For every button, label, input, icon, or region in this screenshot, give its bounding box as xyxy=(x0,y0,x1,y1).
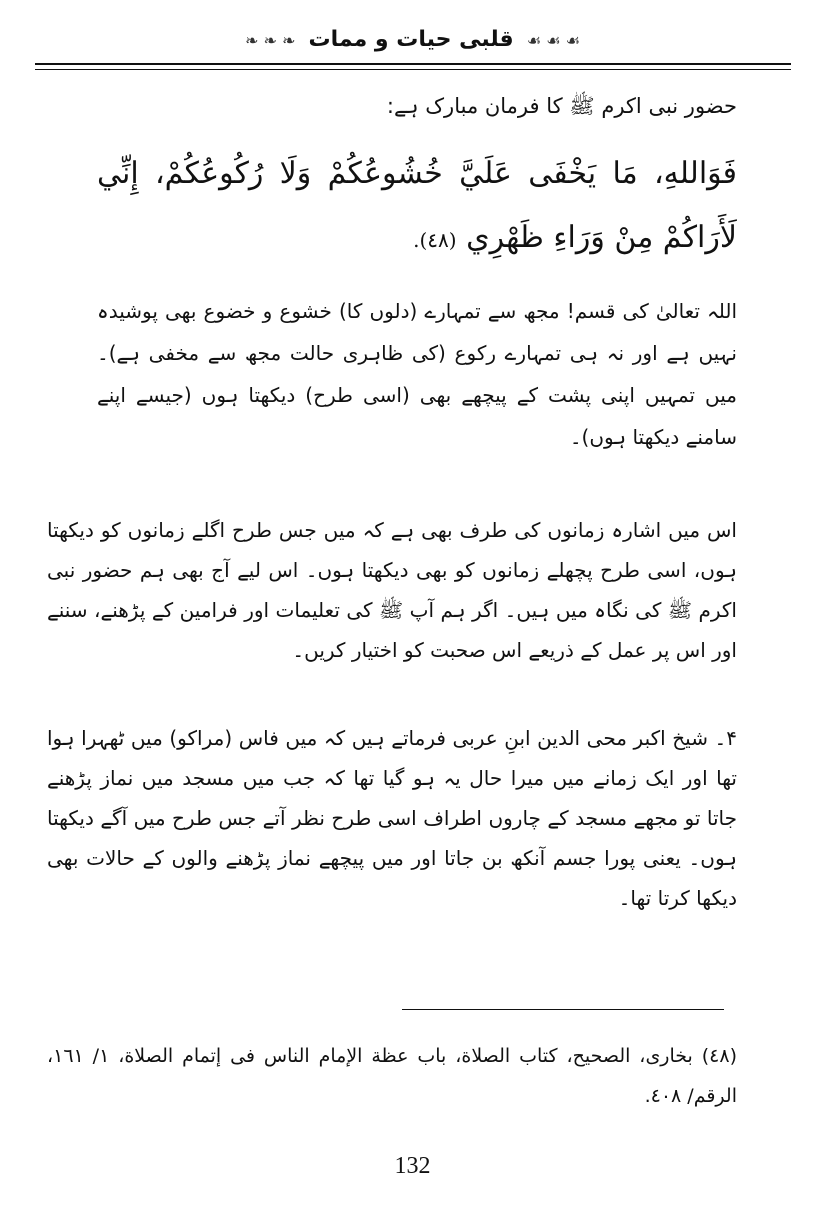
body-paragraph-1 xyxy=(47,510,737,670)
hadith-text: فَوَاللهِ، مَا يَخْفَى عَلَيَّ خُشُوعُكُمْ وَلَا رُكُوعُكُمْ، إِنِّي لَأَرَاكُمْ مِنْ وَرَاءِ ظَهْرِي xyxy=(97,156,737,255)
paragraph-2-text: شیخ اکبر محی الدین ابنِ عربی فرماتے ہیں کہ میں فاس (مراکو) میں ٹھہرا ہوا تھا اور ایک زمانے میں میرا حال یہ ہو گیا تھا کہ جب میں مسجد میں نماز پڑھنے جاتا تو مجھے مسجد کے چاروں اطراف اسی طرح نظر آتے جس طرح میں آگے دیکھتا ہوں۔ یعنی پورا جسم آنکھ بن جاتا اور میں پیچھے نماز پڑھنے والوں کے حالات بھی دیکھا کرتا تھا۔ xyxy=(47,726,737,910)
footnote xyxy=(47,1036,737,1116)
body-paragraph-2 xyxy=(47,718,737,918)
running-header xyxy=(0,22,825,59)
intro-text: حضور نبی اکرم ﷺ کا فرمان مبارک ہے: xyxy=(386,94,737,118)
header-title: قلبی حیات و ممات xyxy=(308,27,514,52)
hadith-arabic xyxy=(97,142,737,272)
header-rule-thin xyxy=(35,69,791,70)
intro-line xyxy=(97,88,737,124)
footnote-rule xyxy=(402,1009,724,1010)
paragraph-2-number: ۴۔ xyxy=(714,726,738,750)
page-number: 132 xyxy=(394,1153,431,1179)
paragraph-1-text: اس میں اشارہ زمانوں کی طرف بھی ہے کہ میں جس طرح اگلے زمانوں کو دیکھتا ہوں، اسی طرح پچھلے زمانوں کو بھی دیکھتا ہوں۔ اس لیے آج بھی ہم حضور نبی اکرم ﷺ کی نگاہ میں ہیں۔ اگر ہم آپ ﷺ کی تعلیمات اور فرامین کے پڑھنے، سننے اور اس پر عمل کے ذریعے اس صحبت کو اختیار کریں۔ xyxy=(47,518,737,662)
header-rule-thick xyxy=(35,63,791,65)
translation-text: اللہ تعالیٰ کی قسم! مجھ سے تمہارے (دلوں کا) خشوع و خضوع بھی پوشیدہ نہیں ہے اور نہ ہی تمہارے رکوع (کی ظاہری حالت مجھ سے مخفی ہے)۔ میں تمہیں اپنی پشت کے پیچھے بھی (اسی طرح) دیکھتا ہوں (جیسے اپنے سامنے دیکھتا ہوں)۔ xyxy=(97,299,737,449)
hadith-translation xyxy=(97,290,737,458)
hadith-reference: (٤٨). xyxy=(413,228,457,252)
footnote-text: (٤٨) بخاری، الصحیح، کتاب الصلاة، باب عظة الإمام الناس فی إتمام الصلاة، ١/ ١٦١، الرقم/ ٤٠٨. xyxy=(47,1045,737,1107)
ornament-left-icon: ❧ ❧ ❧ xyxy=(245,31,296,50)
ornament-right-icon: ☙ ☙ ☙ xyxy=(526,31,580,50)
